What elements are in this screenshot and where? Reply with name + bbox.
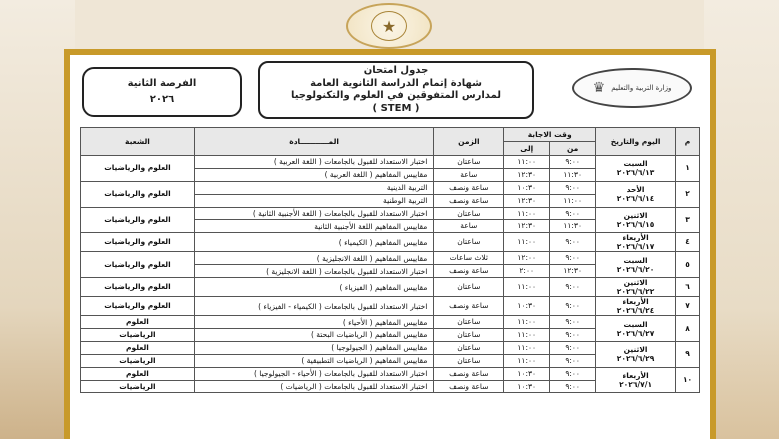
row-to: ١٢:٣٠ — [504, 194, 550, 207]
header-answer-time: وقت الاجابة — [504, 128, 596, 142]
table-row — [81, 207, 700, 220]
row-date: ٢٠٢٦/٦/١٤ — [616, 194, 655, 204]
row-to: ١١:٠٠ — [504, 207, 550, 220]
row-duration: ساعتان — [434, 354, 504, 367]
row-duration: ساعتان — [434, 316, 504, 329]
row-date: ٢٠٢٦/٦/٢٠ — [616, 264, 655, 274]
row-from: ١٢:٣٠ — [550, 265, 596, 278]
row-subject: مقاييس المفاهيم ( الجيولوجيا ) — [194, 341, 433, 354]
header-branch: الشعبة — [81, 128, 195, 156]
period-box — [82, 67, 242, 117]
row-from: ٩:٠٠ — [550, 329, 596, 342]
row-day-date — [596, 278, 676, 297]
title-line-2: شهادة إتمام الدراسة الثانوية العامة — [310, 77, 482, 89]
row-subject: اختبار الاستعداد للقبول بالجامعات ( الكيمياء - الفيزياء ) — [194, 297, 433, 316]
row-branch: الرياضيات — [81, 354, 195, 367]
row-num: ٧ — [676, 297, 700, 316]
row-subject: اختبار الاستعداد للقبول بالجامعات ( اللغة الانجليزية ) — [194, 265, 433, 278]
row-day: الاثنين — [623, 278, 648, 288]
row-date: ٢٠٢٦/٦/١٧ — [616, 242, 655, 252]
title-line-3: لمدارس المتفوقين في العلوم والتكنولوجيا — [290, 90, 502, 101]
top-seal — [346, 3, 432, 49]
row-from: ٩:٠٠ — [550, 341, 596, 354]
row-subject: اختبار الاستعداد للقبول بالجامعات ( اللغة الأجنبية الثانية ) — [194, 207, 433, 220]
row-day-date — [596, 367, 676, 393]
row-duration: ساعتان — [434, 233, 504, 252]
row-day: الأربعاء — [622, 233, 649, 243]
row-subject: التربية الوطنية — [194, 194, 433, 207]
row-to: ١٢:٣٠ — [504, 220, 550, 233]
row-duration: ساعة ونصف — [434, 367, 504, 380]
row-day-date — [596, 341, 676, 367]
header-day-date: اليوم والتاريخ — [596, 128, 676, 156]
row-day-date — [596, 156, 676, 182]
row-to: ١٠:٣٠ — [504, 380, 550, 393]
row-subject: مقاييس المفاهيم ( اللغة العربية ) — [194, 168, 433, 181]
row-from: ٩:٠٠ — [550, 297, 596, 316]
table-row — [81, 252, 700, 265]
row-num: ٥ — [676, 252, 700, 278]
row-from: ٩:٠٠ — [550, 278, 596, 297]
row-to: ١٠:٣٠ — [504, 181, 550, 194]
row-duration: ساعتان — [434, 329, 504, 342]
table-row — [81, 278, 700, 297]
table-row — [81, 297, 700, 316]
row-branch: العلوم والرياضيات — [81, 252, 195, 278]
row-date: ٢٠٢٦/٦/١٣ — [616, 168, 655, 178]
row-num: ٣ — [676, 207, 700, 233]
row-subject: اختبار الاستعداد للقبول بالجامعات ( اللغة العربية ) — [194, 156, 433, 169]
row-subject: اختبار الاستعداد للقبول بالجامعات ( الرياضيات ) — [194, 380, 433, 393]
row-subject: مقاييس المفاهيم ( الرياضيات البحتة ) — [194, 329, 433, 342]
row-duration: ساعة ونصف — [434, 181, 504, 194]
row-day: السبت — [623, 319, 648, 329]
table-header-row — [81, 128, 700, 142]
row-to: ١١:٠٠ — [504, 278, 550, 297]
row-from: ٩:٠٠ — [550, 207, 596, 220]
row-branch: العلوم والرياضيات — [81, 156, 195, 182]
row-subject: مقاييس المفاهيم ( الكيمياء ) — [194, 233, 433, 252]
row-branch: العلوم والرياضيات — [81, 207, 195, 233]
row-subject: التربية الدينية — [194, 181, 433, 194]
row-subject: مقاييس المفاهيم ( الفيزياء ) — [194, 278, 433, 297]
row-day-date — [596, 316, 676, 342]
table-row — [81, 181, 700, 194]
ministry-logo — [570, 60, 694, 116]
row-duration: ساعتان — [434, 278, 504, 297]
title-box — [258, 61, 534, 119]
row-branch: العلوم — [81, 341, 195, 354]
table-row — [81, 316, 700, 329]
row-branch: العلوم — [81, 367, 195, 380]
row-subject: اختبار الاستعداد للقبول بالجامعات ( الأحياء - الجيولوجيا ) — [194, 367, 433, 380]
row-from: ٩:٠٠ — [550, 354, 596, 367]
period-label: الفرصة الثانية — [127, 78, 197, 89]
eagle-icon: ♛ — [592, 80, 606, 96]
row-from: ٩:٠٠ — [550, 380, 596, 393]
row-from: ١١:٠٠ — [550, 194, 596, 207]
row-num: ١ — [676, 156, 700, 182]
row-duration: ساعتان — [434, 207, 504, 220]
row-branch: العلوم والرياضيات — [81, 233, 195, 252]
row-day-date — [596, 252, 676, 278]
row-num: ٤ — [676, 233, 700, 252]
row-from: ٩:٠٠ — [550, 367, 596, 380]
row-from: ١١:٣٠ — [550, 168, 596, 181]
row-duration: ساعتان — [434, 341, 504, 354]
table-body — [81, 156, 700, 393]
row-day-date — [596, 207, 676, 233]
row-day: الاثنين — [623, 210, 648, 220]
row-to: ١١:٠٠ — [504, 156, 550, 169]
row-branch: العلوم والرياضيات — [81, 297, 195, 316]
row-duration: ساعة ونصف — [434, 265, 504, 278]
table-row — [81, 156, 700, 169]
row-duration: ساعة ونصف — [434, 297, 504, 316]
eagle-emblem-icon: ★ — [371, 11, 407, 41]
table-row — [81, 367, 700, 380]
row-branch: الرياضيات — [81, 329, 195, 342]
header-from: من — [550, 142, 596, 156]
row-branch: العلوم والرياضيات — [81, 278, 195, 297]
row-duration: ساعة — [434, 168, 504, 181]
row-date: ٢٠٢٦/٦/١٥ — [616, 219, 655, 229]
row-branch: العلوم — [81, 316, 195, 329]
table-row — [81, 341, 700, 354]
table-row — [81, 233, 700, 252]
row-day-date — [596, 233, 676, 252]
row-day: الأربعاء — [622, 371, 649, 381]
row-to: ١٢:٠٠ — [504, 252, 550, 265]
row-day-date — [596, 181, 676, 207]
row-num: ٩ — [676, 341, 700, 367]
document-frame — [64, 49, 716, 439]
row-num: ٨ — [676, 316, 700, 342]
row-num: ١٠ — [676, 367, 700, 393]
title-line-4: ( STEM ) — [372, 102, 420, 114]
row-branch: العلوم والرياضيات — [81, 181, 195, 207]
row-date: ٢٠٢٦/٦/٢٩ — [616, 354, 655, 364]
row-from: ٩:٠٠ — [550, 316, 596, 329]
row-from: ٩:٠٠ — [550, 181, 596, 194]
header-to: إلى — [504, 142, 550, 156]
row-date: ٢٠٢٦/٦/٢٤ — [616, 306, 655, 316]
header-subject: المـــــــــــادة — [194, 128, 433, 156]
row-num: ٢ — [676, 181, 700, 207]
header-duration: الزمن — [434, 128, 504, 156]
row-day: الأحد — [626, 185, 645, 195]
row-from: ٩:٠٠ — [550, 252, 596, 265]
row-to: ١٢:٣٠ — [504, 168, 550, 181]
row-num: ٦ — [676, 278, 700, 297]
row-subject: مقاييس المفاهيم ( الرياضيات التطبيقية ) — [194, 354, 433, 367]
row-date: ٢٠٢٦/٧/١ — [619, 380, 653, 390]
row-subject: مقاييس المفاهيم ( اللغة الانجليزية ) — [194, 252, 433, 265]
header-num: م — [676, 128, 700, 156]
row-day: الاثنين — [623, 345, 648, 355]
row-day-date — [596, 297, 676, 316]
row-to: ١٠:٣٠ — [504, 297, 550, 316]
ministry-logo-text: وزارة التربية والتعليم — [611, 84, 672, 92]
exam-schedule-sheet — [70, 55, 710, 439]
row-from: ٩:٠٠ — [550, 233, 596, 252]
row-subject: مقاييس المفاهيم اللغة الأجنبية الثانية — [194, 220, 433, 233]
row-duration: ثلاث ساعات — [434, 252, 504, 265]
row-to: ٢:٠٠ — [504, 265, 550, 278]
row-to: ١٠:٣٠ — [504, 367, 550, 380]
row-from: ٩:٠٠ — [550, 156, 596, 169]
row-to: ١١:٠٠ — [504, 316, 550, 329]
row-day: السبت — [623, 159, 648, 169]
ministry-logo-oval — [572, 68, 692, 108]
exam-schedule-table — [80, 127, 700, 393]
row-duration: ساعة ونصف — [434, 380, 504, 393]
row-duration: ساعة — [434, 220, 504, 233]
row-to: ١١:٠٠ — [504, 354, 550, 367]
title-line-1: جدول امتحان — [363, 65, 429, 76]
row-to: ١١:٠٠ — [504, 233, 550, 252]
row-from: ١١:٣٠ — [550, 220, 596, 233]
row-date: ٢٠٢٦/٦/٢٧ — [616, 328, 655, 338]
row-to: ١١:٠٠ — [504, 341, 550, 354]
row-day: السبت — [623, 255, 648, 265]
row-day: الأربعاء — [622, 297, 649, 307]
row-duration: ساعتان — [434, 156, 504, 169]
row-to: ١١:٠٠ — [504, 329, 550, 342]
row-branch: الرياضيات — [81, 380, 195, 393]
row-duration: ساعة ونصف — [434, 194, 504, 207]
row-date: ٢٠٢٦/٦/٢٢ — [616, 287, 655, 297]
period-year: ٢٠٢٦ — [149, 94, 175, 105]
row-subject: مقاييس المفاهيم ( الأحياء ) — [194, 316, 433, 329]
